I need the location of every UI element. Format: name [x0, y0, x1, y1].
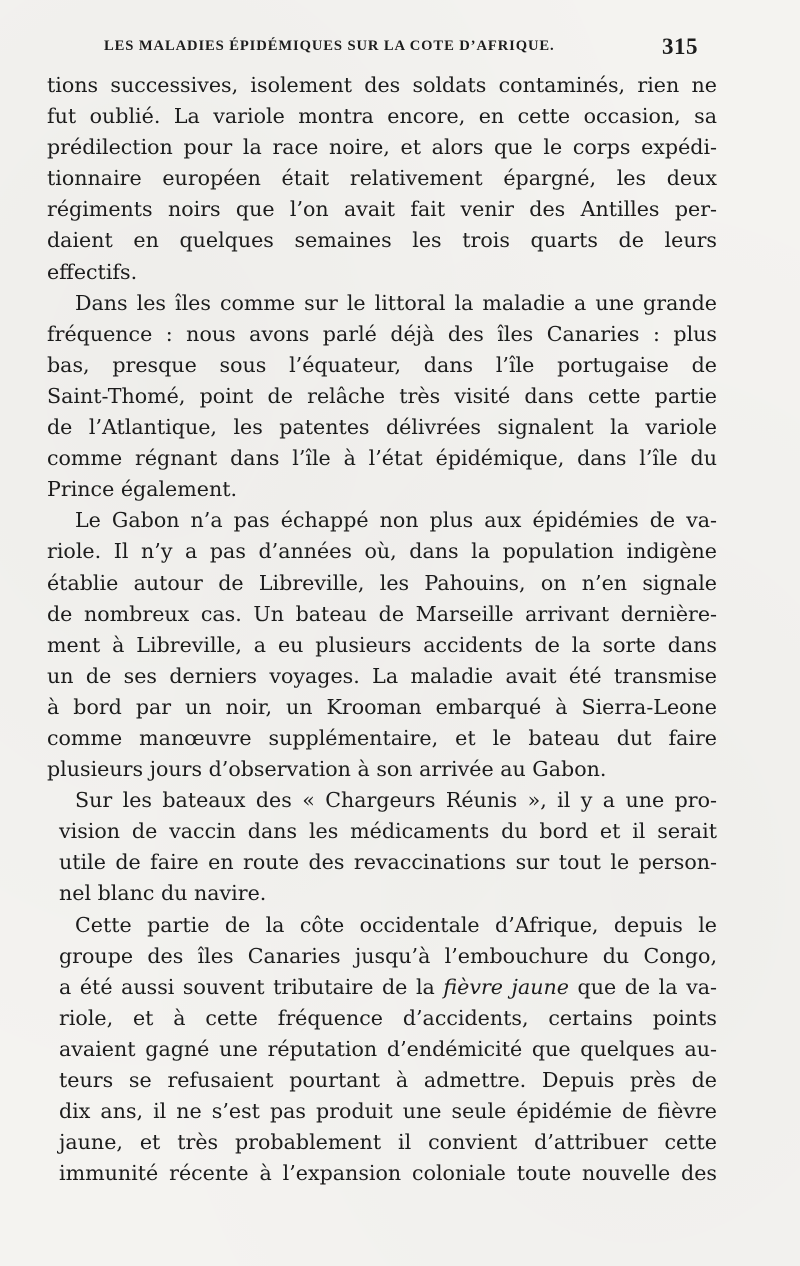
- running-title: LES MALADIES ÉPIDÉMIQUES SUR LA COTE D’AFRIQUE.: [104, 38, 555, 54]
- text-line: dix ans, il ne s’est pas produit une seule épidémie de fièvre: [59, 1099, 717, 1124]
- text-line: Prince également.: [47, 477, 238, 502]
- body-text: [47, 70, 717, 1189]
- text-line: comme manœuvre supplémentaire, et le bateau dut faire: [47, 725, 717, 750]
- text-line: vision de vaccin dans les médicaments du bord et il serait: [59, 819, 717, 844]
- paragraph-start: Le Gabon n’a pas échappé non plus aux épidémies de va-: [75, 508, 717, 533]
- paragraph-start: Cette partie de la côte occidentale d’Afrique, depuis le: [75, 912, 717, 937]
- text-line: de nombreux cas. Un bateau de Marseille arrivant dernière-: [47, 601, 717, 626]
- paragraph-start: Dans les îles comme sur le littoral la maladie a une grande: [75, 290, 717, 315]
- text-line: un de ses derniers voyages. La maladie avait été transmise: [47, 663, 717, 688]
- text-line: riole. Il n’y a pas d’années où, dans la population indigène: [47, 539, 717, 564]
- text-line: fréquence : nous avons parlé déjà des îles Canaries : plus: [47, 321, 717, 346]
- text-line: Saint-Thomé, point de relâche très visité dans cette partie: [47, 383, 717, 408]
- text-line: ment à Libreville, a eu plusieurs accidents de la sorte dans: [47, 632, 717, 657]
- text-line: à bord par un noir, un Krooman embarqué à Sierra-Leone: [47, 694, 717, 719]
- text-line: établie autour de Libreville, les Pahouins, on n’en signale: [47, 570, 717, 595]
- paragraph-start: Sur les bateaux des « Chargeurs Réunis », il y a une pro-: [75, 788, 717, 813]
- running-head: [104, 34, 698, 64]
- text-line-with-italic: a été aussi souvent tributaire de la fièvre jaune que de la va-: [59, 974, 717, 999]
- text-line: riole, et à cette fréquence d’accidents, certains points: [59, 1005, 717, 1030]
- text-line: daient en quelques semaines les trois quarts de leurs: [47, 228, 717, 253]
- text-line: avaient gagné une réputation d’endémicité que quelques au-: [59, 1036, 717, 1061]
- text-line: nel blanc du navire.: [59, 881, 267, 906]
- text-line: fut oublié. La variole montra encore, en cette occasion, sa: [47, 104, 717, 129]
- text-line: bas, presque sous l’équateur, dans l’île portugaise de: [47, 352, 717, 377]
- text-line: de l’Atlantique, les patentes délivrées signalent la variole: [47, 415, 717, 440]
- text-line: prédilection pour la race noire, et alors que le corps expédi-: [47, 135, 717, 160]
- text-line: comme régnant dans l’île à l’état épidémique, dans l’île du: [47, 446, 717, 471]
- text-line: jaune, et très probablement il convient d’attribuer cette: [59, 1130, 717, 1155]
- text-line: immunité récente à l’expansion coloniale toute nouvelle des: [59, 1161, 717, 1186]
- text-line: utile de faire en route des revaccinations sur tout le person-: [59, 850, 717, 875]
- text-line: teurs se refusaient pourtant à admettre. Depuis près de: [59, 1068, 717, 1092]
- text-line: tionnaire européen était relativement épargné, les deux: [47, 166, 717, 191]
- text-line: plusieurs jours d’observation à son arrivée au Gabon.: [47, 757, 607, 782]
- text-line: tions successives, isolement des soldats contaminés, rien ne: [47, 73, 717, 97]
- text-line: régiments noirs que l’on avait fait venir des Antilles per-: [47, 197, 717, 222]
- text-line: effectifs.: [47, 259, 138, 284]
- text-line: groupe des îles Canaries jusqu’à l’embouchure du Congo,: [59, 943, 717, 968]
- italic-term: fièvre jaune: [443, 974, 569, 999]
- page-number: 315: [662, 34, 698, 59]
